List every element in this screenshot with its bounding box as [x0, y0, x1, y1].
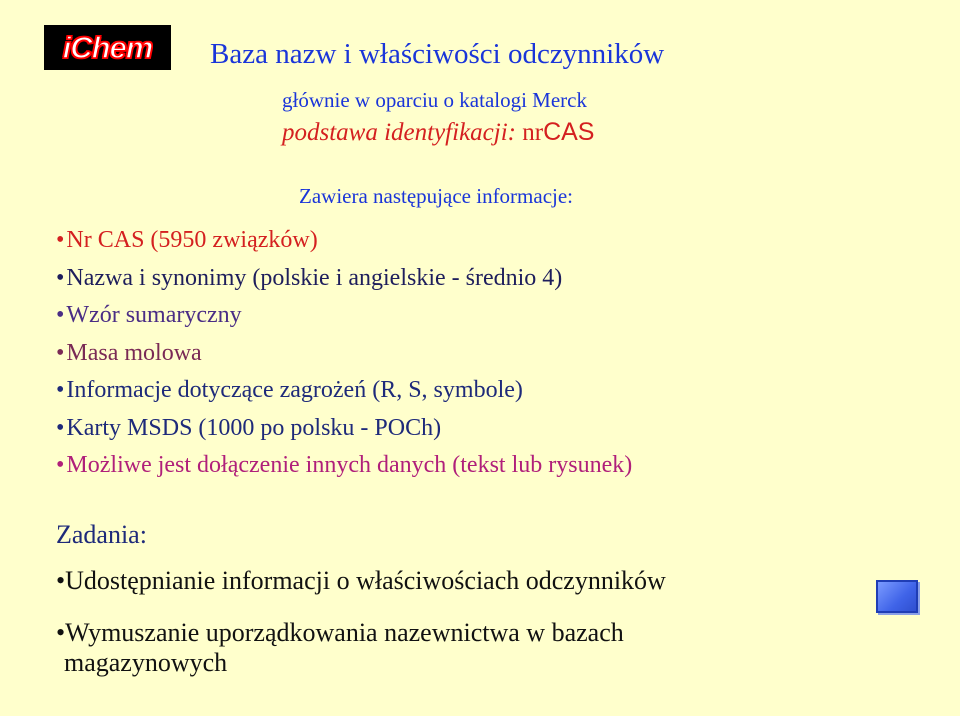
list-item-text: Możliwe jest dołączenie innych danych (tekst lub rysunek) [66, 452, 633, 478]
tasks-heading: Zadania: [56, 520, 147, 549]
identification-value: CAS [543, 118, 595, 146]
task-item-text: Udostępnianie informacji o właściwościach odczynników [65, 566, 666, 595]
task-item-text: Wymuszanie uporządkowania nazewnictwa w bazach [65, 618, 624, 647]
bullet-dot: • [56, 452, 65, 478]
list-item-text: Masa molowa [66, 339, 202, 366]
contains-heading: Zawiera następujące informacje: [299, 184, 574, 208]
list-item [56, 222, 632, 260]
list-item [56, 447, 632, 485]
subtitle-source: głównie w oparciu o katalogi Merck [282, 88, 587, 112]
identification-prefix: nr [522, 119, 544, 146]
bullet-dot: • [56, 566, 66, 595]
bullet-dot: • [56, 377, 65, 403]
list-item [56, 297, 632, 335]
task-item [56, 566, 856, 596]
list-item [56, 260, 632, 298]
bullet-dot: • [56, 227, 65, 253]
list-item-text: Nazwa i synonimy (polskie i angielskie - średnio 4) [66, 264, 563, 291]
bullet-dot: • [56, 302, 65, 328]
list-item [56, 410, 632, 448]
bullet-dot: • [56, 618, 66, 647]
task-item [56, 618, 856, 678]
list-item-text: Nr CAS (5950 związków) [66, 227, 318, 253]
page-title: Baza nazw i właściwości odczynników [210, 38, 665, 70]
list-item [56, 335, 632, 373]
subtitle-identification [282, 118, 594, 147]
info-list [56, 222, 632, 485]
list-item [56, 372, 632, 410]
tasks-list [56, 566, 856, 678]
logo-text: iChem [62, 29, 153, 65]
list-item-text: Informacje dotyczące zagrożeń (R, S, symbole) [66, 377, 523, 403]
list-item-text: Karty MSDS (1000 po polsku - POCh) [66, 414, 442, 441]
task-item-text-continued: magazynowych [64, 648, 228, 677]
bullet-dot: • [56, 339, 65, 366]
slide-nav-button[interactable] [876, 580, 918, 613]
bullet-dot: • [56, 264, 65, 291]
bullet-dot: • [56, 414, 65, 441]
list-item-text: Wzór sumaryczny [66, 302, 242, 328]
identification-label: podstawa identyfikacji: [282, 119, 516, 146]
